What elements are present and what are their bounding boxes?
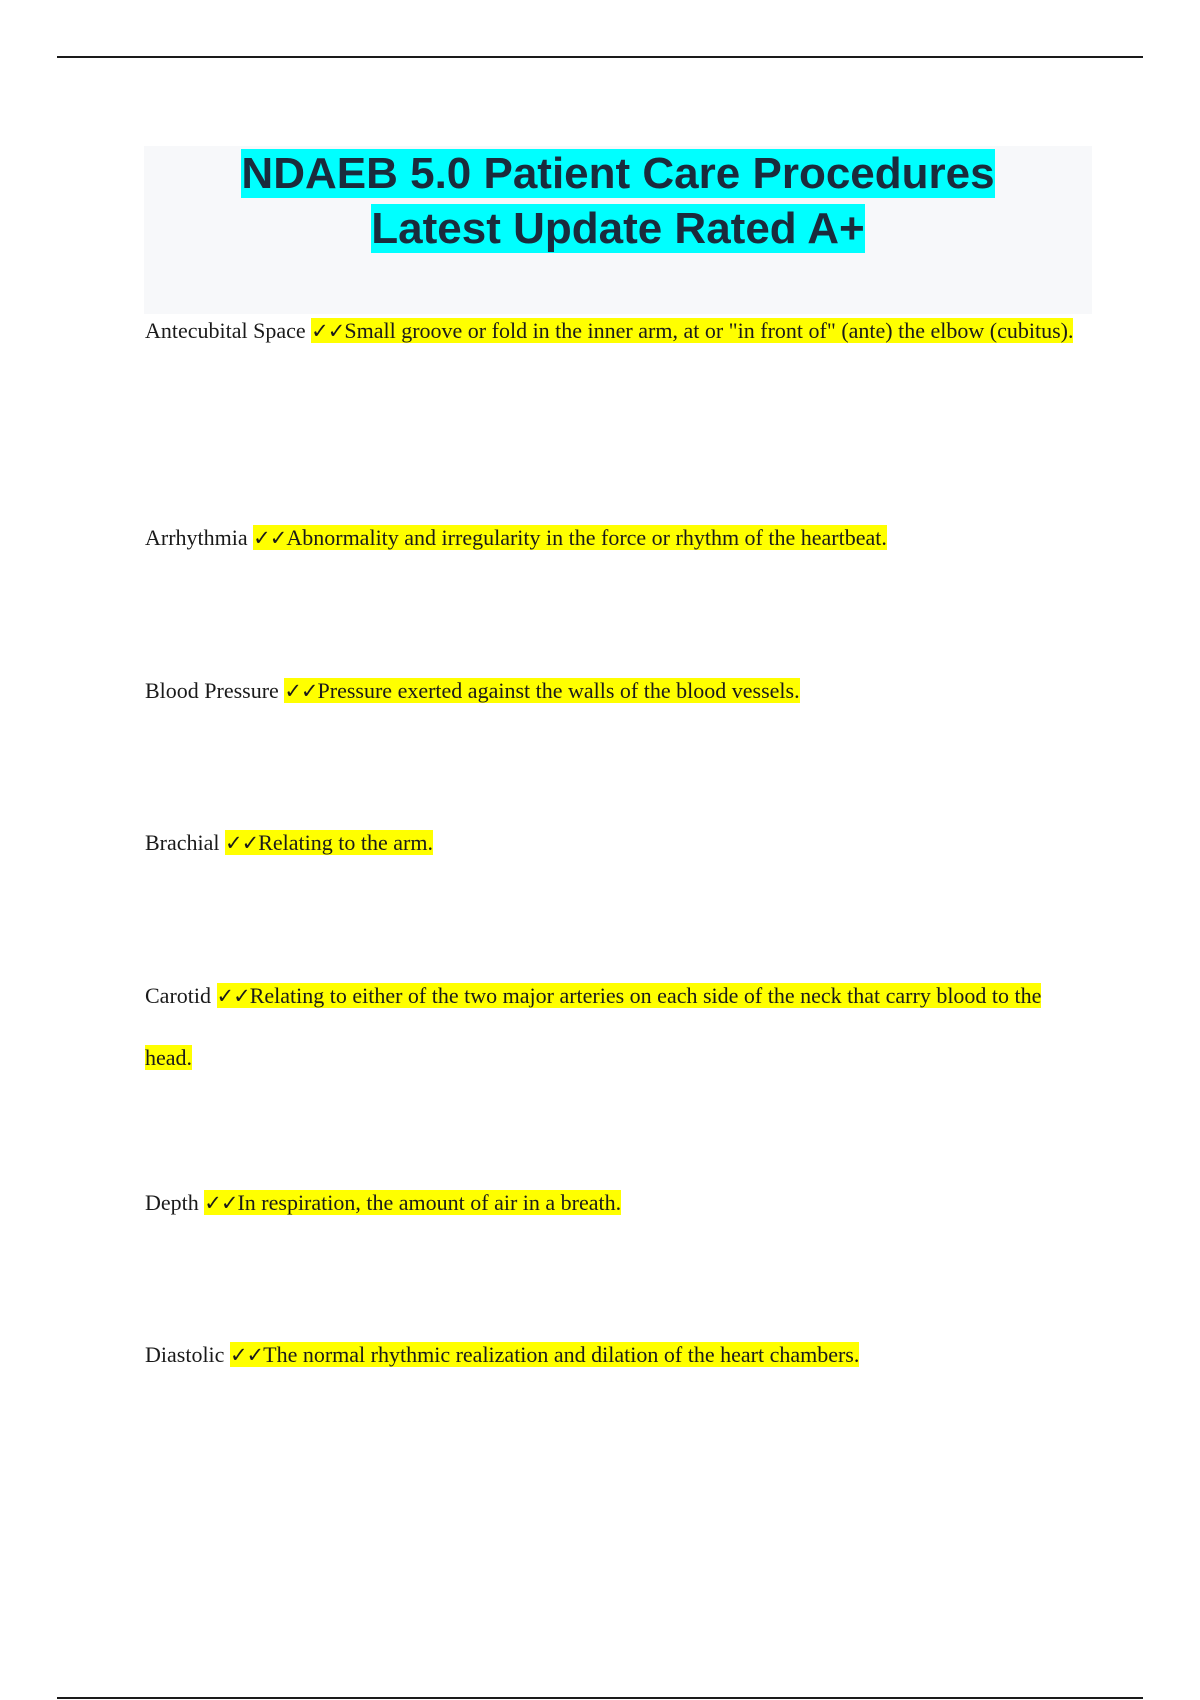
entry-term: Arrhythmia: [145, 525, 248, 550]
entry-blood-pressure: [145, 660, 1075, 722]
entry-definition: Small groove or fold in the inner arm, at or "in front of" (ante) the elbow (cubitus).: [344, 318, 1074, 343]
title-block: [144, 146, 1092, 314]
footer-rule: [57, 1697, 1143, 1699]
entry-antecubital-space: [145, 300, 1075, 362]
title-line-1: NDAEB 5.0 Patient Care Procedures: [241, 149, 995, 198]
entry-definition: The normal rhythmic realization and dilation of the heart chambers.: [263, 1342, 860, 1367]
entry-term: Depth: [145, 1190, 199, 1215]
entry-definition: Abnormality and irregularity in the force or rhythm of the heartbeat.: [286, 525, 887, 550]
checkmark-icon: ✓✓: [225, 831, 259, 855]
entry-definition-wrap: [145, 983, 1041, 1070]
entry-arrhythmia: [145, 507, 1075, 569]
entry-term: Brachial: [145, 830, 220, 855]
entry-definition: Pressure exerted against the walls of the blood vessels.: [317, 678, 800, 703]
entry-definition: Relating to the arm.: [258, 830, 433, 855]
entry-definition-wrap: [311, 318, 1073, 343]
title-line-2: Latest Update Rated A+: [371, 204, 865, 253]
checkmark-icon: ✓✓: [311, 319, 345, 343]
checkmark-icon: ✓✓: [253, 526, 287, 550]
entry-definition: In respiration, the amount of air in a breath.: [237, 1190, 622, 1215]
entry-definition-wrap: [204, 1190, 621, 1215]
entry-term: Blood Pressure: [145, 678, 279, 703]
checkmark-icon: ✓✓: [216, 984, 250, 1008]
entry-definition-wrap: [230, 1342, 859, 1367]
entry-depth: [145, 1172, 1075, 1234]
entry-brachial: [145, 812, 1075, 874]
entry-definition-wrap: [284, 678, 799, 703]
document-title: [144, 146, 1092, 256]
entry-diastolic: [145, 1324, 1075, 1386]
entry-term: Diastolic: [145, 1342, 225, 1367]
entry-term: Antecubital Space: [145, 318, 306, 343]
entry-carotid: [145, 965, 1075, 1088]
checkmark-icon: ✓✓: [284, 679, 318, 703]
header-rule: [57, 56, 1143, 58]
entry-term: Carotid: [145, 983, 211, 1008]
checkmark-icon: ✓✓: [229, 1343, 264, 1367]
checkmark-icon: ✓✓: [204, 1191, 238, 1215]
entry-definition-wrap: [253, 525, 887, 550]
entry-definition-wrap: [225, 830, 433, 855]
entry-definition: Relating to either of the two major arteries on each side of the neck that carry blood to the head.: [145, 983, 1042, 1070]
